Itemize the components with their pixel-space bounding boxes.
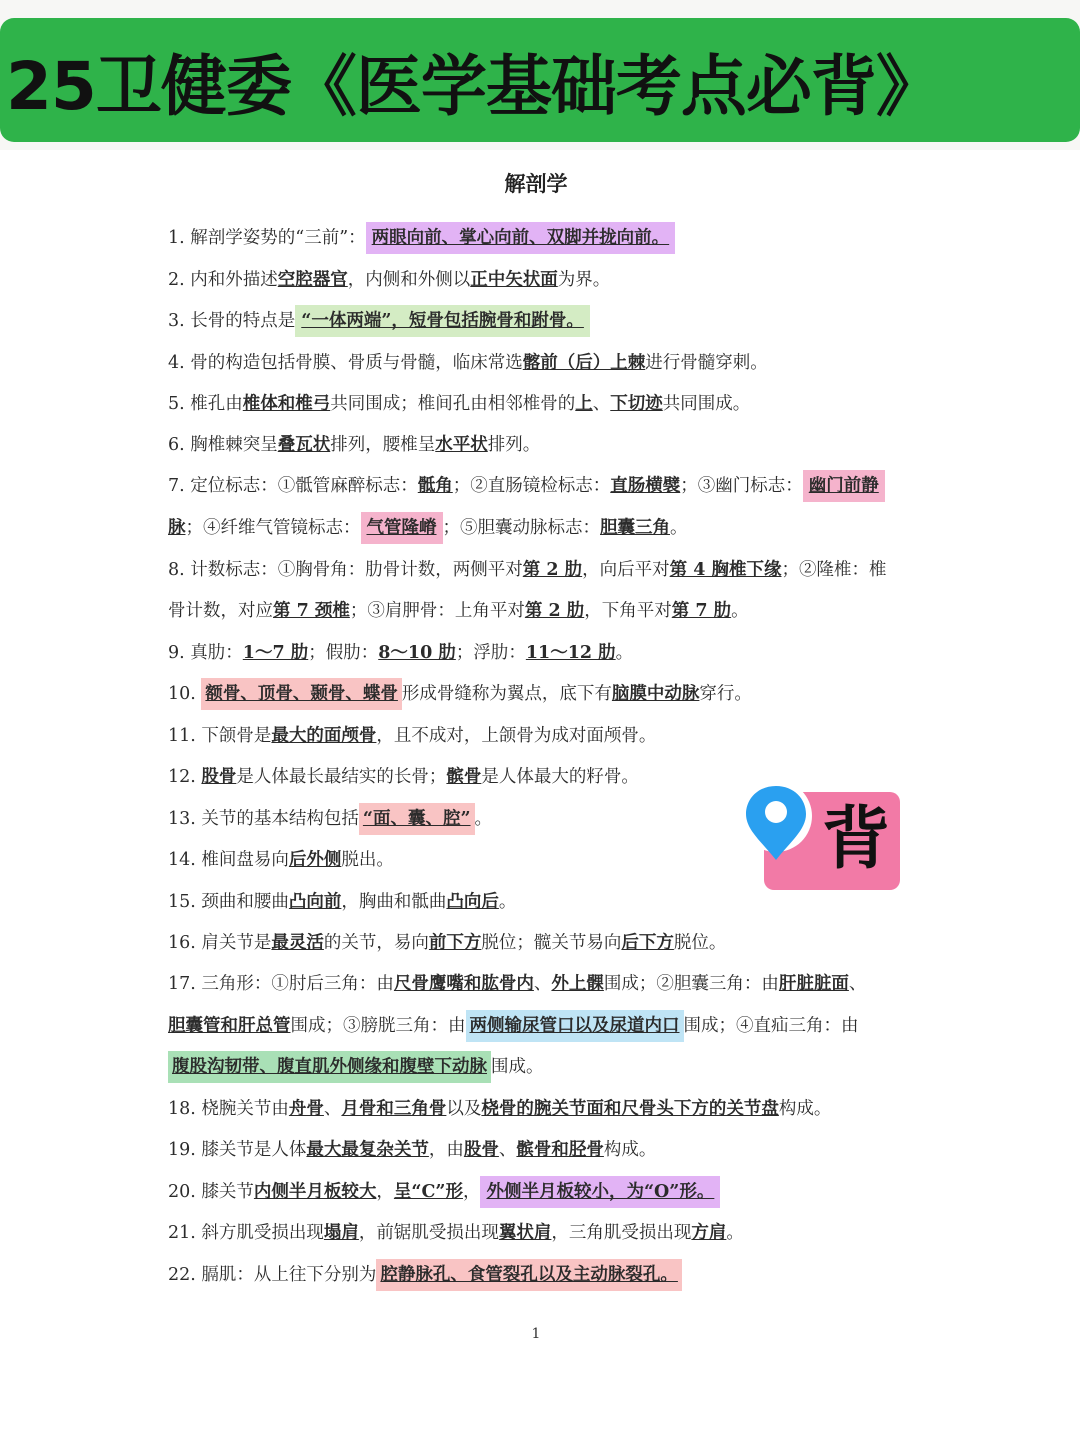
- point-text: 。: [498, 892, 517, 912]
- key-term: 塌肩: [323, 1223, 359, 1243]
- key-term: 内侧半月板较大: [253, 1182, 377, 1202]
- point-text: 10.: [168, 684, 202, 704]
- study-point-7b: [168, 508, 908, 550]
- point-text: 6. 胸椎棘突呈: [168, 435, 278, 455]
- section-title: 解剖学: [504, 171, 568, 196]
- key-term: 髌骨和胫骨: [516, 1140, 604, 1160]
- key-term: 脉: [168, 518, 186, 538]
- point-text: ；浮肋：: [455, 643, 526, 663]
- point-text: 、: [848, 974, 867, 994]
- study-point-1: [168, 218, 908, 260]
- point-text: 构成。: [778, 1099, 832, 1119]
- highlighted-key-term: 腔静脉孔、食管裂孔以及主动脉裂孔。: [376, 1259, 682, 1291]
- key-term: 胆囊三角: [600, 518, 670, 538]
- study-point-18: [168, 1089, 908, 1131]
- key-term: 后外侧: [288, 850, 342, 870]
- study-point-22: [168, 1255, 908, 1297]
- key-term: 后下方: [621, 933, 674, 953]
- point-text: 16. 肩关节是: [168, 933, 272, 953]
- point-text: 围成；④直疝三角：由: [683, 1016, 859, 1036]
- point-text: 共同围成。: [662, 394, 751, 414]
- study-point-8b: [168, 591, 908, 633]
- highlighted-key-term: 两眼向前、掌心向前、双脚并拢向前。: [366, 222, 676, 254]
- study-point-19: [168, 1130, 908, 1172]
- point-text: 共同围成；椎间孔由相邻椎骨的: [330, 394, 576, 414]
- point-text: 21. 斜方肌受损出现: [168, 1223, 324, 1243]
- key-term: 髂前（后）上棘: [522, 353, 646, 373]
- point-text: ，胸曲和骶曲: [341, 892, 447, 912]
- key-term: 第 2 肋: [522, 560, 583, 580]
- highlighted-key-term: “一体两端”，短骨包括腕骨和跗骨。: [295, 305, 590, 337]
- point-text: 4. 骨的构造包括骨膜、骨质与骨髓，临床常选: [168, 353, 523, 373]
- point-text: ，内侧和外侧以: [347, 270, 471, 290]
- key-term: 第 7 颈椎: [273, 601, 350, 621]
- point-text: 18. 桡腕关节由: [168, 1099, 289, 1119]
- highlighted-key-term: 两侧输尿管口以及尿道内口: [466, 1010, 684, 1042]
- study-point-21: [168, 1213, 908, 1255]
- point-text: ；③幽门标志：: [680, 476, 803, 496]
- point-text: 构成。: [603, 1140, 657, 1160]
- badge-text: 背: [821, 800, 890, 879]
- point-text: 15. 颈曲和腰曲: [168, 892, 289, 912]
- key-term: 呈“C”形: [393, 1182, 463, 1202]
- point-text: ，且不成对，上颌骨为成对面颅骨。: [376, 726, 657, 746]
- point-text: 3. 长骨的特点是: [168, 311, 296, 331]
- point-text: 、: [533, 974, 552, 994]
- point-text: ；⑤胆囊动脉标志：: [442, 518, 600, 538]
- highlighted-key-term: 幽门前静: [803, 470, 885, 502]
- point-text: ，下角平对: [584, 601, 672, 621]
- key-term: 骶角: [417, 476, 453, 496]
- key-term: 8～10 肋: [378, 643, 456, 663]
- key-term: 方肩: [691, 1223, 727, 1243]
- point-text: 8. 计数标志：①胸骨角：肋骨计数，两侧平对: [168, 560, 523, 580]
- point-text: 9. 真肋：: [168, 643, 243, 663]
- study-point-9: [168, 633, 908, 675]
- point-text: 脱位；髋关节易向: [481, 933, 622, 953]
- point-text: 骨计数，对应: [168, 601, 273, 621]
- point-text: 14. 椎间盘易向: [168, 850, 289, 870]
- point-text: 的关节，易向: [323, 933, 429, 953]
- key-term: 直肠横襞: [610, 476, 681, 496]
- key-term: 第 4 胸椎下缘: [669, 560, 782, 580]
- study-point-17b: [168, 1006, 908, 1048]
- study-point-7a: [168, 466, 908, 508]
- point-text: 7. 定位标志：①骶管麻醉标志：: [168, 476, 418, 496]
- key-term: 桡骨的腕关节面和尺骨头下方的关节盘: [481, 1099, 779, 1119]
- point-text: 。: [731, 601, 749, 621]
- point-text: 是人体最长最结实的长骨；: [236, 767, 447, 787]
- point-text: ，由: [428, 1140, 464, 1160]
- point-text: 围成。: [491, 1057, 544, 1077]
- key-term: 肝脏脏面: [778, 974, 849, 994]
- banner-title: 25卫健委《医学基础考点必背》: [6, 47, 941, 125]
- point-text: 12.: [168, 767, 202, 787]
- point-text: ，: [376, 1182, 394, 1202]
- highlighted-key-term: “面、囊、腔”: [359, 803, 475, 835]
- highlighted-key-term: 外侧半月板较小，为“O”形。: [480, 1176, 720, 1208]
- point-text: 以及: [446, 1099, 482, 1119]
- study-point-10: [168, 674, 908, 716]
- point-text: 13. 关节的基本结构包括: [168, 809, 359, 829]
- study-point-2: [168, 260, 908, 302]
- point-text: 2. 内和外描述: [168, 270, 278, 290]
- point-text: 20. 膝关节: [168, 1182, 254, 1202]
- key-term: 第 2 肋: [524, 601, 585, 621]
- study-point-4: [168, 343, 908, 385]
- key-term: 11～12 肋: [525, 643, 616, 663]
- key-term: 脑膜中动脉: [611, 684, 700, 704]
- study-point-11: [168, 716, 908, 758]
- key-term: 空腔器官: [277, 270, 348, 290]
- key-term: 股骨: [463, 1140, 499, 1160]
- study-point-16: [168, 923, 908, 965]
- key-term: 髌骨: [446, 767, 482, 787]
- point-text: 进行骨髓穿刺。: [645, 353, 768, 373]
- point-text: ；假肋：: [308, 643, 379, 663]
- point-text: 排列。: [487, 435, 541, 455]
- point-text: 为界。: [557, 270, 611, 290]
- key-term: 叠瓦状: [277, 435, 331, 455]
- study-point-5: [168, 384, 908, 426]
- key-term: 最大最复杂关节: [306, 1140, 429, 1160]
- point-text: 19. 膝关节是人体: [168, 1140, 307, 1160]
- key-term: 1～7 肋: [242, 643, 309, 663]
- study-point-8a: [168, 550, 908, 592]
- point-text: 、: [498, 1140, 517, 1160]
- highlighted-key-term: 腹股沟韧带、腹直肌外侧缘和腹壁下动脉: [168, 1051, 491, 1083]
- key-term: 翼状肩: [498, 1223, 552, 1243]
- key-term: 尺骨鹰嘴和肱骨内: [393, 974, 534, 994]
- key-term: 外上髁: [551, 974, 604, 994]
- point-text: 。: [474, 809, 493, 829]
- key-term: 凸向后: [446, 892, 499, 912]
- key-term: 前下方: [428, 933, 482, 953]
- point-text: 、: [323, 1099, 342, 1119]
- study-point-17c: [168, 1047, 908, 1089]
- point-text: 是人体最大的籽骨。: [481, 767, 639, 787]
- key-term: 月骨和三角骨: [341, 1099, 447, 1119]
- highlighted-key-term: 额骨、顶骨、颞骨、蝶骨: [201, 678, 402, 710]
- point-text: 17. 三角形：①肘后三角：由: [168, 974, 394, 994]
- key-term: 上: [575, 394, 593, 414]
- point-text: 11. 下颌骨是: [168, 726, 272, 746]
- point-text: 。: [615, 643, 634, 663]
- key-term: 正中矢状面: [470, 270, 558, 290]
- point-text: 围成；②胆囊三角：由: [603, 974, 779, 994]
- key-term: 水平状: [435, 435, 488, 455]
- point-text: 脱位。: [673, 933, 727, 953]
- title-banner: [0, 18, 1080, 142]
- study-point-17a: [168, 964, 908, 1006]
- point-text: 1. 解剖学姿势的“三前”：: [168, 228, 366, 248]
- point-text: 形成骨缝称为翼点，底下有: [401, 684, 612, 704]
- point-text: 22. 膈肌：从上往下分别为: [168, 1265, 377, 1285]
- point-text: 排列，腰椎呈: [330, 435, 436, 455]
- point-text: ，: [462, 1182, 481, 1202]
- point-text: 围成；③膀胱三角：由: [290, 1016, 466, 1036]
- key-term: 股骨: [201, 767, 237, 787]
- study-point-20: [168, 1172, 908, 1214]
- point-text: ，向后平对: [582, 560, 670, 580]
- key-term: 最大的面颅骨: [271, 726, 377, 746]
- point-text: ，前锯肌受损出现: [358, 1223, 499, 1243]
- key-term: 第 7 肋: [671, 601, 732, 621]
- point-text: 穿行。: [699, 684, 752, 704]
- point-text: ，三角肌受损出现: [551, 1223, 692, 1243]
- study-point-3: [168, 301, 908, 343]
- key-term: 凸向前: [288, 892, 342, 912]
- point-text: 。: [670, 518, 688, 538]
- key-term: 最灵活: [271, 933, 324, 953]
- point-text: 脱出。: [341, 850, 394, 870]
- page-number: 1: [531, 1326, 541, 1342]
- key-term: 舟骨: [288, 1099, 324, 1119]
- memorize-badge: [738, 778, 902, 892]
- key-term: 下切迹: [610, 394, 663, 414]
- highlighted-key-term: 气管隆嵴: [361, 512, 443, 544]
- point-text: ；④纤维气管镜标志：: [185, 518, 361, 538]
- key-term: 椎体和椎弓: [242, 394, 331, 414]
- point-text: ；③肩胛骨：上角平对: [349, 601, 525, 621]
- point-text: 。: [726, 1223, 744, 1243]
- study-point-6: [168, 425, 908, 467]
- point-text: ；②隆椎：椎: [781, 560, 887, 580]
- key-term: 胆囊管和肝总管: [168, 1016, 291, 1036]
- point-text: 5. 椎孔由: [168, 394, 243, 414]
- point-text: 、: [592, 394, 611, 414]
- point-text: ；②直肠镜检标志：: [452, 476, 611, 496]
